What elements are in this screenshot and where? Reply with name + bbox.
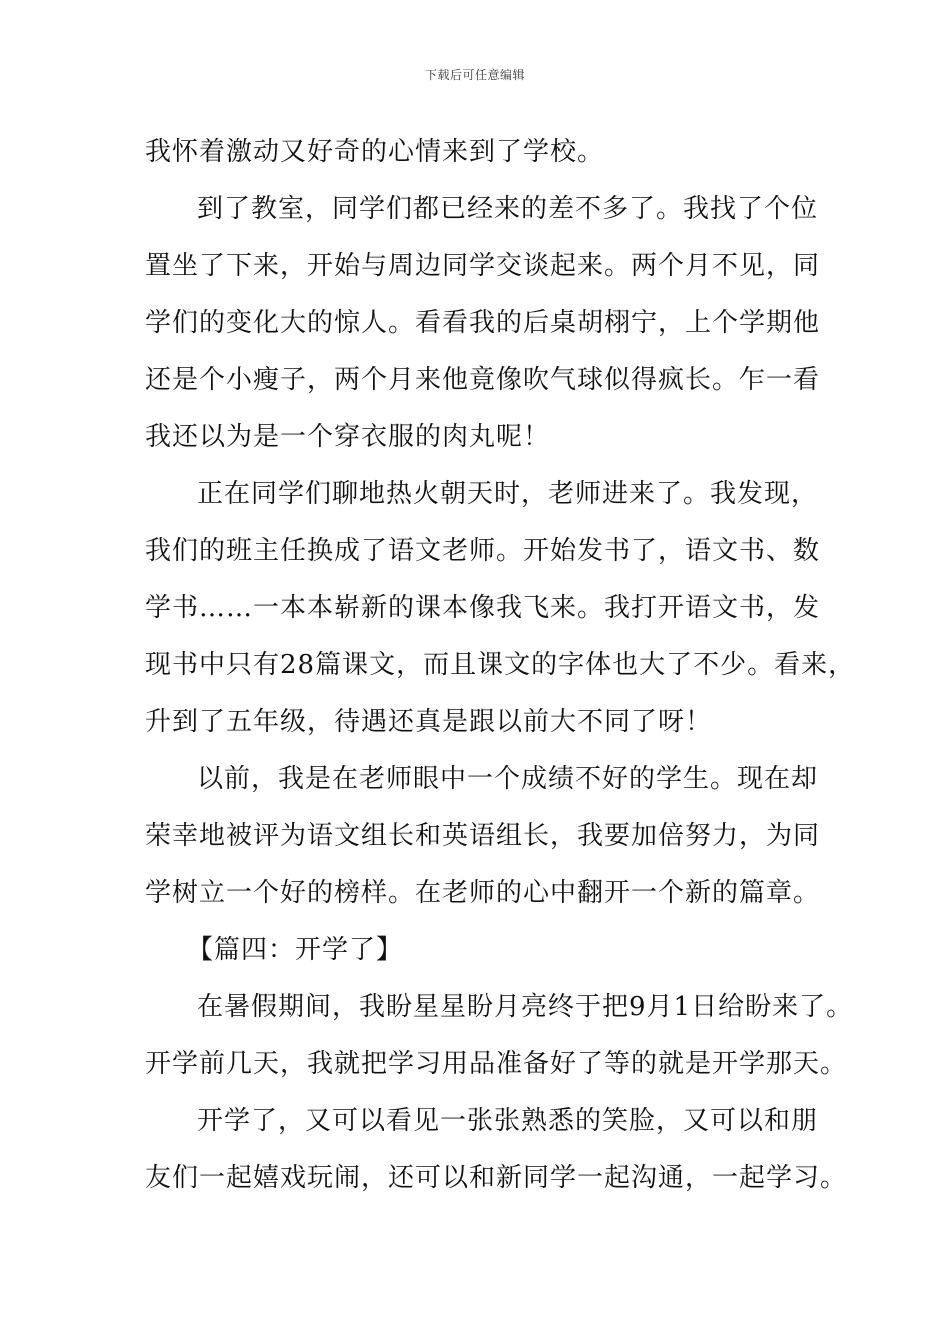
text-line: 置坐了下来，开始与周边同学交谈起来。两个月不见，同	[145, 251, 821, 281]
text-line: 还是个小瘦子，两个月来他竟像吹气球似得疯长。乍一看	[145, 365, 821, 395]
text-line: 我怀着激动又好奇的心情来到了学校。	[145, 137, 605, 167]
text-line: 友们一起嬉戏玩闹，还可以和新同学一起沟通，一起学习。	[145, 1163, 848, 1193]
section-heading: 【篇四：开学了】	[187, 935, 404, 965]
paragraph-first-line: 以前，我是在老师眼中一个成绩不好的学生。现在却	[197, 764, 819, 794]
text-line: 荣幸地被评为语文组长和英语组长，我要加倍努力，为同	[145, 821, 821, 851]
text-line: 学树立一个好的榜样。在老师的心中翻开一个新的篇章。	[145, 878, 821, 908]
text-line: 现书中只有28篇课文，而且课文的字体也大了不少。看来，	[145, 650, 856, 680]
paragraph-first-line: 正在同学们聊地热火朝天时，老师进来了。我发现，	[197, 479, 819, 509]
paragraph-first-line: 在暑假期间，我盼星星盼月亮终于把9月1日给盼来了。	[197, 992, 854, 1022]
paragraph-first-line: 开学了，又可以看见一张张熟悉的笑脸，又可以和朋	[197, 1106, 819, 1136]
text-line: 升到了五年级，待遇还真是跟以前大不同了呀！	[145, 707, 713, 737]
paragraph-first-line: 到了教室，同学们都已经来的差不多了。我找了个位	[197, 194, 819, 224]
text-line: 我还以为是一个穿衣服的肉丸呢！	[145, 422, 551, 452]
text-line: 学们的变化大的惊人。看看我的后桌胡栩宁，上个学期他	[145, 308, 821, 338]
text-line: 开学前几天，我就把学习用品准备好了等的就是开学那天。	[145, 1049, 848, 1079]
text-line: 学书……一本本崭新的课本像我飞来。我打开语文书，发	[145, 593, 821, 623]
text-line: 我们的班主任换成了语文老师。开始发书了，语文书、数	[145, 536, 821, 566]
page-header: 下载后可任意编辑	[424, 68, 525, 82]
